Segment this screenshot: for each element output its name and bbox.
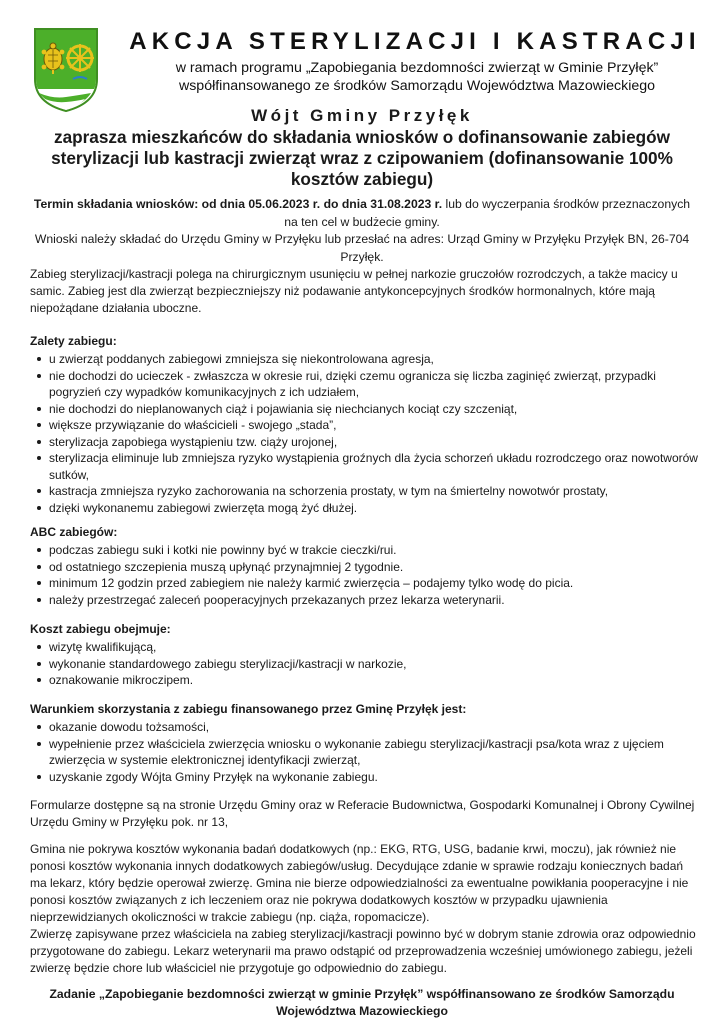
subtitle-line-2: współfinansowanego ze środków Samorządu Województwa Mazowieckiego	[178, 78, 656, 94]
list-item: nie dochodzi do nieplanowanych ciąż i pojawiania się niechcianych kociąt czy szczeniąt,	[30, 401, 702, 418]
list-item: okazanie dowodu tożsamości,	[30, 719, 702, 736]
list-item: wizytę kwalifikującą,	[30, 639, 702, 656]
coat-of-arms-icon	[33, 27, 99, 113]
list-item: podczas zabiegu suki i kotki nie powinny być w trakcie cieczki/rui.	[30, 542, 702, 559]
animal-condition-paragraph: Zwierzę zapisywane przez właściciela na zabieg sterylizacji/kastracji powinno być w dobrym stanie zdrowia oraz odpowiednio przygotowane do zabiegu. Lekarz weterynarii ma prawo odstąpić od przeprowadzenia wcześniej umówionego zabiegu, jeżeli zwierzę będzie chore lub właściciel nie przygotuje go odpowiednio do zabiegu.	[30, 927, 696, 975]
forms-paragraph: Formularze dostępne są na stronie Urzędu Gminy oraz w Referacie Budownictwa, Gospodarki Komunalnej i Obrony Cywilnej Urzędu Gminy w Przyłęku pok. nr 13,	[30, 798, 695, 829]
intro-paragraph: Zabieg sterylizacji/kastracji polega na chirurgicznym usunięciu w pełnej narkozie gruczołów rozrodczych, a także macicy u samic. Zabieg jest dla zwierząt bezpieczniejszy niż podawanie antykoncepcyjnych środków hormonalnych, które mają niepożądane działania uboczne.	[30, 267, 678, 315]
deadline-dates: Termin składania wniosków: od dnia 05.06.2023 r. do dnia 31.08.2023 r.	[33, 197, 443, 211]
list-item: sterylizacja eliminuje lub zmniejsza ryzyko wystąpienia groźnych dla życia schorzeń układu rozrodczego oraz nowotworów sutków,	[30, 450, 702, 483]
list-item: nie dochodzi do ucieczek - zwłaszcza w okresie rui, dzięki czemu ogranicza się liczba zaginięć zwierząt, przypadki pogryzień czy wypadków komunikacyjnych z ich udziałem,	[30, 368, 702, 401]
list-item: uzyskanie zgody Wójta Gminy Przyłęk na wykonanie zabiegu.	[30, 769, 702, 786]
list-item: wykonanie standardowego zabiegu sterylizacji/kastracji w narkozie,	[30, 656, 702, 673]
poster-title: AKCJA STERYLIZACJI I KASTRACJI	[129, 28, 701, 55]
section-title: ABC zabiegów:	[30, 525, 118, 539]
list-item: należy przestrzegać zaleceń pooperacyjnych przekazanych przez lekarza weterynarii.	[30, 592, 702, 609]
invitation-text: zaprasza mieszkańców do składania wniosków o dofinansowanie zabiegów sterylizacji lub kastracji zwierząt wraz z czipowaniem (dofinansowanie 100% kosztów zabiegu)	[51, 127, 673, 189]
wojt-line: Wójt Gminy Przyłęk	[251, 106, 473, 125]
list-item: od ostatniego szczepienia muszą upłynąć przynajmniej 2 tygodnie.	[30, 559, 702, 576]
deadline-text	[30, 196, 694, 231]
list-item: dzięki wykonanemu zabiegowi zwierzęta mogą żyć dłużej.	[30, 500, 702, 517]
section-title: Koszt zabiegu obejmuje:	[30, 622, 171, 636]
submission-address: Wnioski należy składać do Urzędu Gminy w Przyłęku lub przesłać na adres: Urząd Gminy w Przyłęku Przyłęk BN, 26-704 Przyłęk.	[34, 232, 690, 264]
list-item: sterylizacja zapobiega wystąpieniu tzw. ciąży urojonej,	[30, 434, 702, 451]
list-item: oznakowanie mikroczipem.	[30, 672, 702, 689]
bullet-list	[30, 639, 702, 689]
section-title: Warunkiem skorzystania z zabiegu finansowanego przez Gminę Przyłęk jest:	[30, 702, 467, 716]
subtitle-line-1: w ramach programu „Zapobiegania bezdomności zwierząt w Gminie Przyłęk”	[175, 60, 659, 76]
section-abc	[30, 524, 702, 608]
section-zalety	[30, 333, 702, 516]
program-subtitle	[110, 59, 724, 95]
list-item: kastracja zmniejsza ryzyko zachorowania na schorzenia prostaty, w tym na śmiertelny nowotwór prostaty,	[30, 483, 702, 500]
bullet-list	[30, 542, 702, 608]
deadline-block	[30, 196, 694, 266]
list-item: większe przywiązanie do właścicieli - swojego „stada”,	[30, 417, 702, 434]
invitation-heading	[20, 105, 704, 190]
list-item: wypełnienie przez właściciela zwierzęcia wniosku o wykonanie zabiegu sterylizacji/kastracji psa/kota wraz z ujęciem zwierzęcia w systemie elektronicznej identyfikacji zwierząt,	[30, 736, 702, 769]
section-koszt	[30, 621, 702, 689]
bullet-list	[30, 719, 702, 785]
cofinancing-footer: Zadanie „Zapobieganie bezdomności zwierząt w gminie Przyłęk” współfinansowano ze środków Samorządu Województwa Mazowieckiego	[49, 987, 675, 1018]
bullet-list	[30, 351, 702, 516]
section-warunki	[30, 701, 702, 785]
list-item: u zwierząt poddanych zabiegowi zmniejsza się niekontrolowana agresja,	[30, 351, 702, 368]
list-item: minimum 12 godzin przed zabiegiem nie należy karmić zwierzęcia – podajemy tylko wodę do picia.	[30, 575, 702, 592]
section-title: Zalety zabiegu:	[30, 334, 117, 348]
deadline-rest: lub do wyczerpania środków przeznaczonych na ten cel w budżecie gminy.	[284, 197, 691, 229]
costs-disclaimer-paragraph: Gmina nie pokrywa kosztów wykonania badań dodatkowych (np.: EKG, RTG, USG, badanie krwi, moczu), jak również nie ponosi kosztów wykonania innych dodatkowych zabiegów/usług. Decydujące zdanie w sprawie rodzaju koniecznych badań ma lekarz, który będzie operował zwierzę. Gmina nie bierze odpowiedzialności za ewentualne powikłania pooperacyjne i nie ponosi kosztów związanych z ich leczeniem oraz nie pokrywa dodatkowych kosztów w przypadku ujawnienia nieprzewidzianych okoliczności w trakcie zabiegu (np. ciąża, ropomacicze).	[30, 842, 689, 924]
